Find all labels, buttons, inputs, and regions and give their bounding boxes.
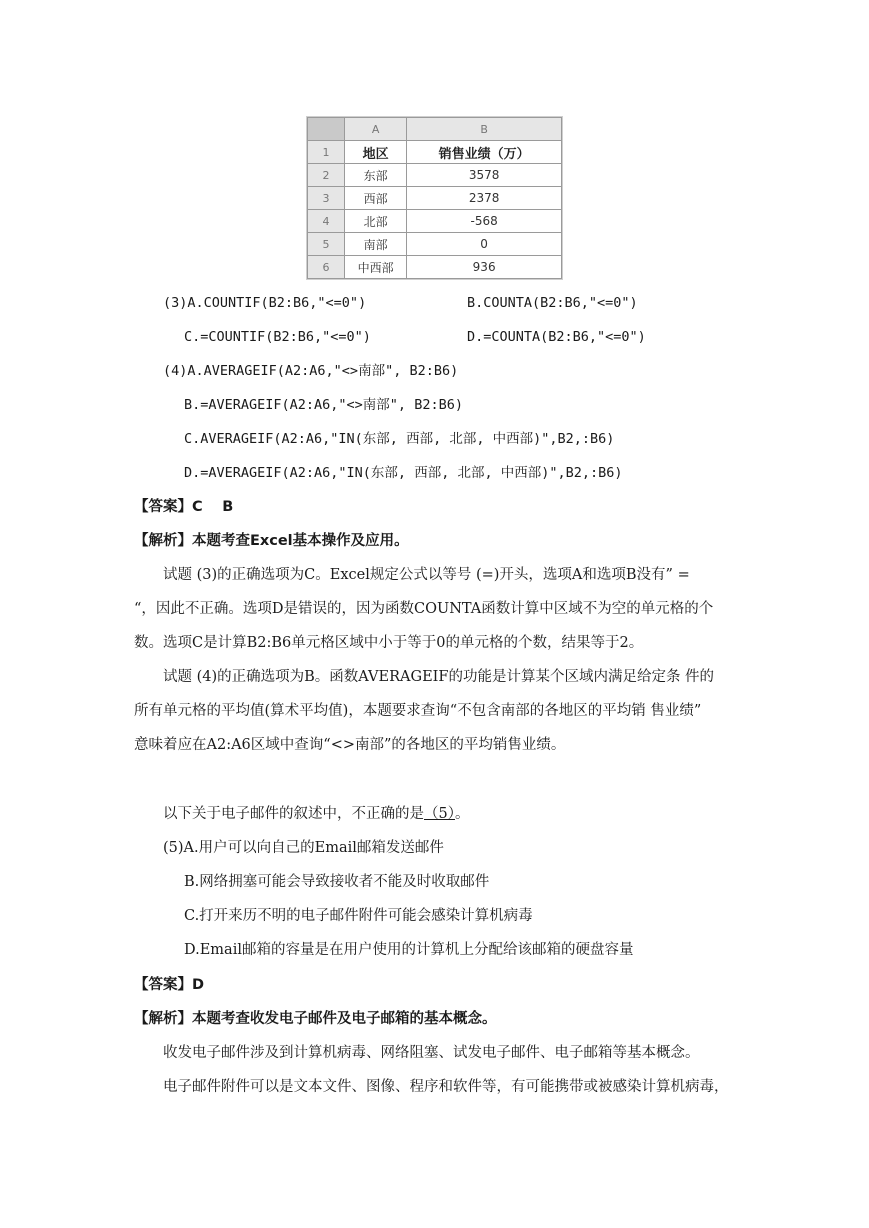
row-number: 6 (308, 256, 345, 279)
cell-b1: 销售业绩（万） (407, 141, 562, 164)
cell-b4: -568 (407, 210, 562, 233)
q5-stem (163, 804, 469, 824)
cell-a2: 东部 (345, 164, 407, 187)
q5-option-c: C.打开来历不明的电子邮件附件可能会感染计算机病毒 (184, 908, 533, 924)
answer-label-2: 【答案】D (134, 977, 205, 993)
row-number: 2 (308, 164, 345, 187)
table-row (308, 256, 562, 279)
cell-a6: 中西部 (345, 256, 407, 279)
q4-option-b: B.=AVERAGEIF(A2:A6,"<>南部", B2:B6) (184, 397, 463, 413)
q3-option-d: D.=COUNTA(B2:B6,"<=0") (467, 329, 646, 345)
paragraph-line: 意味着应在A2:A6区域中查询“<>南部”的各地区的平均销售业绩。 (134, 737, 566, 753)
q5-stem-text: 以下关于电子邮件的叙述中，不正确的是 (163, 806, 424, 822)
table-row (308, 141, 562, 164)
cell-b2: 3578 (407, 164, 562, 187)
q4-option-d: D.=AVERAGEIF(A2:A6,"IN(东部, 西部, 北部, 中西部)",B2,:B6) (184, 465, 623, 481)
paragraph-line: 收发电子邮件涉及到计算机病毒、网络阻塞、试发电子邮件、电子邮箱等基本概念。 (163, 1045, 700, 1061)
sheet-corner (308, 118, 345, 141)
q3-option-c: C.=COUNTIF(B2:B6,"<=0") (184, 329, 371, 345)
table-row (308, 210, 562, 233)
row-number: 1 (308, 141, 345, 164)
q3-option-a: (3)A.COUNTIF(B2:B6,"<=0") (163, 295, 367, 311)
cell-b6: 936 (407, 256, 562, 279)
q5-option-a: (5)A.用户可以向自己的Email邮箱发送邮件 (163, 840, 444, 856)
q5-option-d: D.Email邮箱的容量是在用户使用的计算机上分配给该邮箱的硬盘容量 (184, 942, 634, 958)
table-row (308, 164, 562, 187)
analysis-heading-2: 【解析】本题考查收发电子邮件及电子邮箱的基本概念。 (134, 1011, 497, 1027)
column-header-b: B (407, 118, 562, 141)
paragraph-line: 试题 (3)的正确选项为C。Excel规定公式以等号 (=)开头，选项A和选项B没有” = (163, 567, 690, 583)
q5-stem-end: 。 (454, 806, 470, 822)
analysis-heading: 【解析】本题考查Excel基本操作及应用。 (134, 533, 409, 549)
q5-blank: （5） (424, 806, 455, 822)
cell-a3: 西部 (345, 187, 407, 210)
paragraph-line: 所有单元格的平均值(算术平均值)，本题要求查询“不包含南部的各地区的平均销 售业绩” (134, 703, 702, 719)
answer-label: 【答案】C B (134, 499, 234, 515)
cell-a5: 南部 (345, 233, 407, 256)
spreadsheet-figure (306, 116, 563, 280)
cell-a4: 北部 (345, 210, 407, 233)
cell-b3: 2378 (407, 187, 562, 210)
paragraph-line: 数。选项C是计算B2:B6单元格区域中小于等于0的单元格的个数，结果等于2。 (134, 635, 644, 651)
paragraph-line: 电子邮件附件可以是文本文件、图像、程序和软件等，有可能携带或被感染计算机病毒， (163, 1079, 729, 1095)
table-row (308, 233, 562, 256)
q4-option-c: C.AVERAGEIF(A2:A6,"IN(东部, 西部, 北部, 中西部)",B2,:B6) (184, 431, 615, 447)
row-number: 3 (308, 187, 345, 210)
cell-b5: 0 (407, 233, 562, 256)
column-header-a: A (345, 118, 407, 141)
table-row (308, 187, 562, 210)
cell-a1: 地区 (345, 141, 407, 164)
q3-option-b: B.COUNTA(B2:B6,"<=0") (467, 295, 638, 311)
q4-option-a: (4)A.AVERAGEIF(A2:A6,"<>南部", B2:B6) (163, 363, 459, 379)
paragraph-line: “，因此不正确。选项D是错误的，因为函数COUNTA函数计算中区域不为空的单元格的个 (134, 601, 714, 617)
q5-option-b: B.网络拥塞可能会导致接收者不能及时收取邮件 (184, 874, 490, 890)
paragraph-line: 试题 (4)的正确选项为B。函数AVERAGEIF的功能是计算某个区域内满足给定条 件的 (163, 669, 715, 685)
spreadsheet-table (307, 117, 562, 279)
row-number: 4 (308, 210, 345, 233)
row-number: 5 (308, 233, 345, 256)
